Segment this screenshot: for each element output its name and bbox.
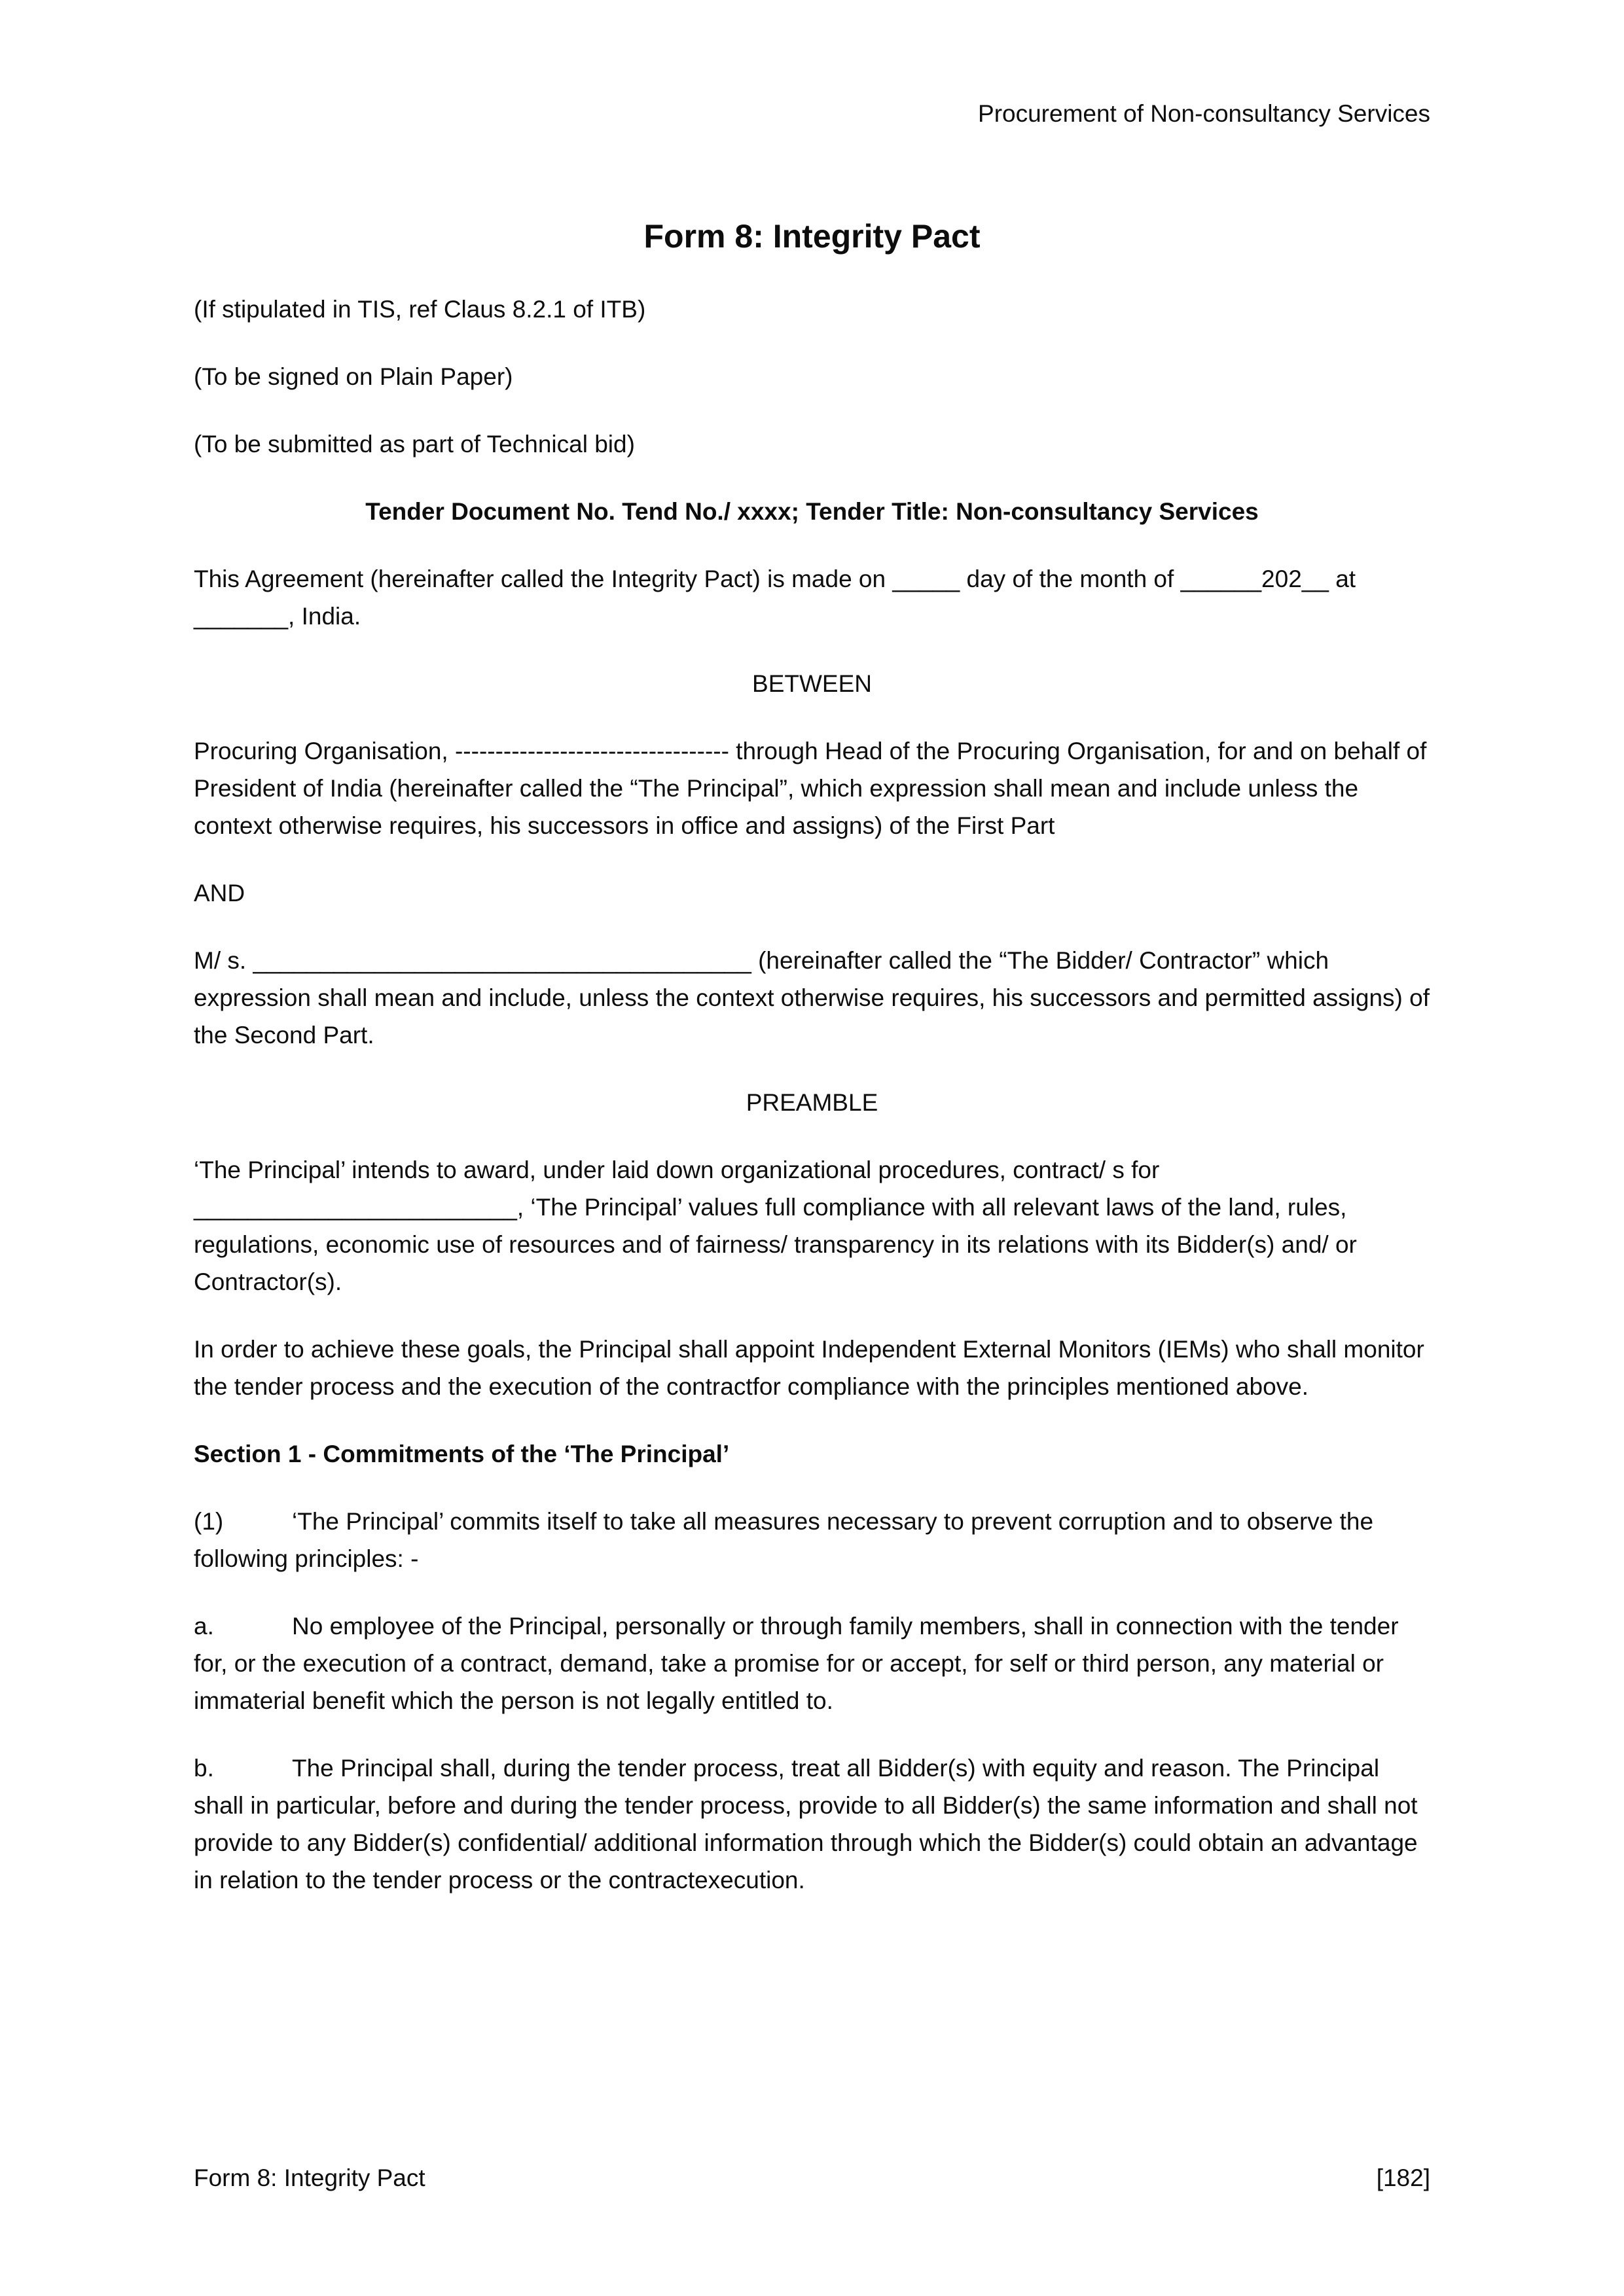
paragraph-iems: In order to achieve these goals, the Principal shall appoint Independent External Monitors (IEMs) who shall monitor the tender process and the execution of the contractfor compliance with the principles mentioned above.	[194, 1336, 1424, 1400]
list-item-1	[194, 1503, 1430, 1577]
tender-document-line: Tender Document No. Tend No./ xxxx; Tender Title: Non-consultancy Services	[365, 498, 1259, 525]
list-item-1-text: ‘The Principal’ commits itself to take all measures necessary to prevent corruption and to observe the following principles: -	[194, 1508, 1374, 1572]
paragraph-agreement: This Agreement (hereinafter called the Integrity Pact) is made on _____ day of the month of ______202__ at _______, India.	[194, 565, 1356, 630]
paragraph-bidder-contractor: M/ s. _____________________________________ (hereinafter called the “The Bidder/ Contractor” which expression shall mean and include, unless the context otherwise requires, his successors and permitted assigns) of the Second Part.	[194, 947, 1430, 1049]
list-item-1-label: (1)	[194, 1508, 224, 1535]
list-item-b-text: The Principal shall, during the tender process, treat all Bidder(s) with equity and reason. The Principal shall in particular, before and during the tender process, provide to all Bidder(s) the same information and shall not provide to any Bidder(s) confidential/ additional information through which the Bidder(s) could obtain an advantage in relation to the tender process or the contractexecution.	[194, 1755, 1418, 1893]
footer-left-text: Form 8: Integrity Pact	[194, 2164, 425, 2191]
preamble-label: PREAMBLE	[746, 1089, 878, 1116]
list-item-b	[194, 1749, 1430, 1899]
paragraph-principal-intends: ‘The Principal’ intends to award, under laid down organizational procedures, contract/ s for ________________________, ‘The Principal’ values full compliance with all relevant laws of the land, rules, regulations, economic use of resources and of fairness/ transparency in its relations with its Bidder(s) and/ or Contractor(s).	[194, 1157, 1357, 1295]
paragraph-procuring-organisation: Procuring Organisation, ---------------------------------- through Head of the Procuring Organisation, for and on behalf of President of India (hereinafter called the “The Principal”, which expression shall mean and include unless the context otherwise requires, his successors in office and assigns) of the First Part	[194, 738, 1427, 839]
page-footer	[194, 2159, 1430, 2197]
list-item-a	[194, 1607, 1430, 1719]
paragraph-stipulation: (If stipulated in TIS, ref Claus 8.2.1 of ITB)	[194, 296, 646, 323]
list-item-a-text: No employee of the Principal, personally or through family members, shall in connection with the tender for, or the execution of a contract, demand, take a promise for or accept, for self or third person, any material or immaterial benefit which the person is not legally entitled to.	[194, 1613, 1399, 1714]
page-title: Form 8: Integrity Pact	[643, 218, 981, 255]
header-right-text: Procurement of Non-consultancy Services	[978, 100, 1430, 127]
paragraph-technical-bid: (To be submitted as part of Technical bid)	[194, 431, 635, 457]
between-label: BETWEEN	[752, 670, 872, 697]
footer-page-number: [182]	[1376, 2164, 1430, 2191]
and-label: AND	[194, 880, 245, 906]
list-item-a-label: a.	[194, 1613, 214, 1640]
page-header	[194, 95, 1430, 132]
paragraph-plain-paper: (To be signed on Plain Paper)	[194, 363, 513, 390]
list-item-b-label: b.	[194, 1755, 214, 1782]
section-1-heading: Section 1 - Commitments of the ‘The Principal’	[194, 1441, 730, 1467]
